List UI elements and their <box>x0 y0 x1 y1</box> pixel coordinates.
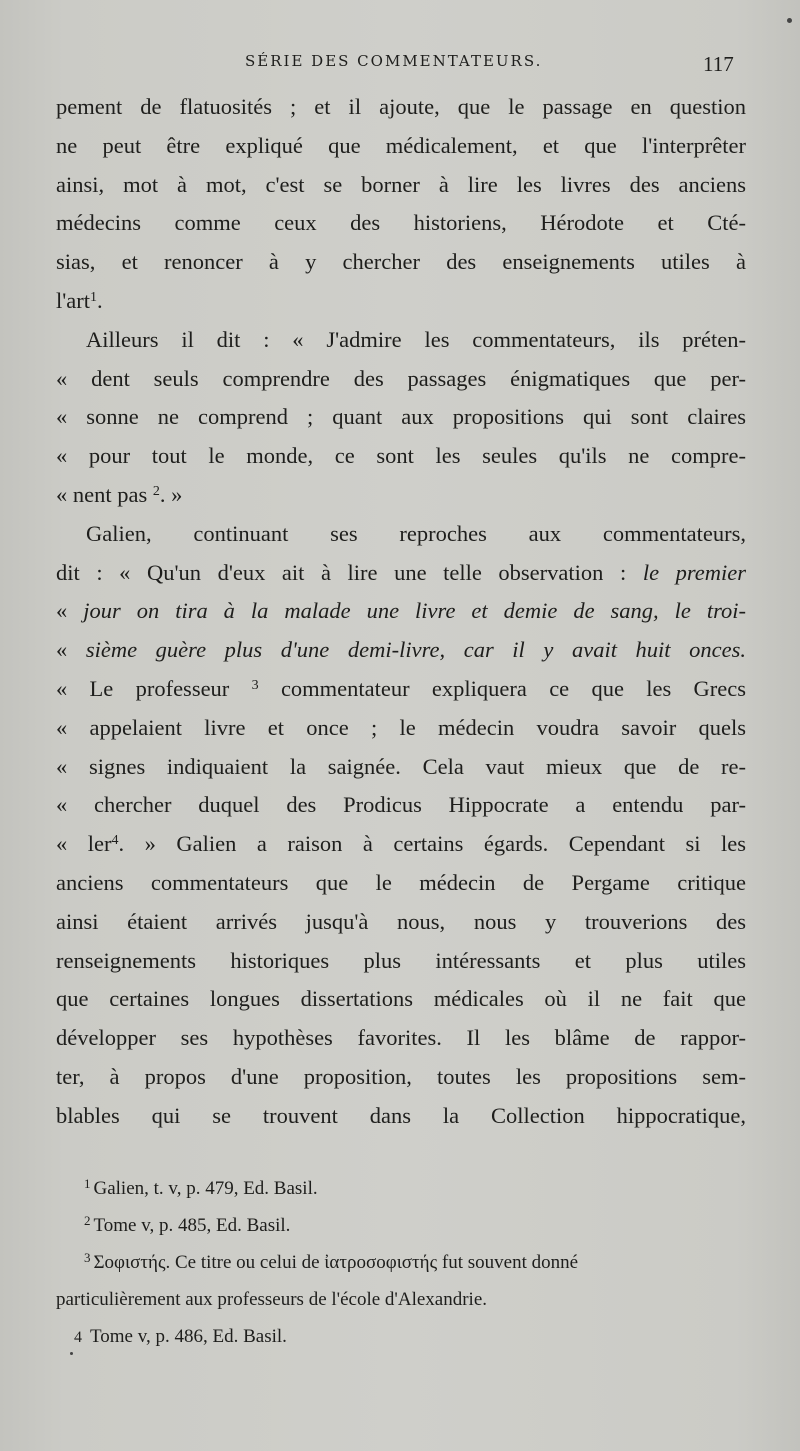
text-line <box>56 670 746 709</box>
footnote-text: Ce titre ou celui de <box>174 1252 320 1273</box>
footnotes <box>56 1170 746 1355</box>
text-line <box>56 592 746 631</box>
text-fragment: . » Galien a raison à certains égards. Cependant si les <box>118 831 746 857</box>
text-line <box>56 631 746 670</box>
footnote-reference: 4 <box>111 833 119 849</box>
text-fragment: commentateur expliquera ce que les Grecs <box>280 675 746 701</box>
text-line: « sonne ne comprend ; quant aux propositions qui sont claires <box>56 404 746 430</box>
text-line: que certaines longues dissertations médicales où il ne fait que <box>56 986 746 1012</box>
footnote-reference: 3 <box>251 677 259 693</box>
text-line: « appelaient livre et once ; le médecin voudra savoir quels <box>56 714 746 740</box>
page-number: 117 <box>703 52 734 76</box>
text-fragment: « nent pas <box>56 481 148 507</box>
text-line: blables qui se trouvent dans la Collection hippocratique, <box>56 1102 746 1128</box>
body-text <box>56 88 746 1136</box>
footnote-mark: 3 <box>84 1250 91 1265</box>
footnote-text: Galien, t. v, p. 479, Ed. Basil. <box>93 1178 318 1199</box>
text-fragment: « <box>56 637 86 663</box>
footnote-mark: 1 <box>84 1176 91 1191</box>
footnote-text: Tome v, p. 486, Ed. Basil. <box>90 1326 287 1347</box>
text-line: médecins comme ceux des historiens, Hérodote et Cté- <box>56 210 746 236</box>
text-fragment: . <box>97 287 103 313</box>
footnote-mark: 2 <box>84 1213 91 1228</box>
text-line: sias, et renoncer à y chercher des enseignements utiles à <box>56 249 746 275</box>
text-fragment: l'art <box>56 287 91 313</box>
text-line: « pour tout le monde, ce sont les seules qu'ils ne compre- <box>56 443 746 469</box>
text-line: ter, à propos d'une proposition, toutes les propositions sem- <box>56 1063 746 1089</box>
text-line: anciens commentateurs que le médecin de Pergame critique <box>56 869 746 895</box>
text-fragment: « Le professeur <box>56 675 230 701</box>
text-line: ne peut être expliqué que médicalement, et que l'interprêter <box>56 132 746 158</box>
text-fragment: « <box>56 598 84 624</box>
text-line: « signes indiquaient la saignée. Cela vaut mieux que de re- <box>56 753 746 779</box>
text-line <box>56 554 746 593</box>
text-line: pement de flatuosités ; et il ajoute, que le passage en question <box>56 94 746 119</box>
text-line: développer ses hypothèses favorites. Il les blâme de rappor- <box>56 1025 746 1051</box>
text-fragment: dit : « Qu'un d'eux ait à lire une telle observation : <box>56 559 627 585</box>
text-line <box>56 476 746 515</box>
greek-term: ἰατροσοφιστής <box>324 1252 438 1273</box>
text-line: ainsi, mot à mot, c'est se borner à lire les livres des anciens <box>56 171 746 197</box>
footnote-3 <box>56 1244 746 1281</box>
footnote-mark: 4 <box>74 1329 82 1346</box>
italic-fragment: jour on tira à la malade une livre et demie de sang, le troi- <box>83 598 746 624</box>
running-head: SÉRIE DES COMMENTATEURS. <box>245 52 543 70</box>
ink-speck <box>787 18 792 23</box>
text-line: ainsi étaient arrivés jusqu'à nous, nous y trouverions des <box>56 908 746 934</box>
footnote-2 <box>56 1207 746 1244</box>
greek-term: Σοφιστής. <box>93 1252 171 1273</box>
text-fragment: « ler <box>56 831 112 857</box>
italic-fragment: le premier <box>642 559 746 585</box>
footnote-text: fut souvent donné <box>441 1252 579 1273</box>
text-line: « dent seuls comprendre des passages énigmatiques que per- <box>56 365 746 391</box>
italic-fragment: sième guère plus d'une demi-livre, car il y avait huit onces. <box>85 637 746 663</box>
footnote-reference: 1 <box>90 289 98 305</box>
text-line: « chercher duquel des Prodicus Hippocrate a entendu par- <box>56 792 746 818</box>
text-line <box>56 825 746 864</box>
text-fragment: . » <box>159 481 183 507</box>
text-line: Galien, continuant ses reproches aux commentateurs, <box>86 520 746 546</box>
footnote-4 <box>56 1318 746 1355</box>
text-line <box>56 282 746 321</box>
footnote-text: Tome v, p. 485, Ed. Basil. <box>93 1215 291 1236</box>
text-line: renseignements historiques plus intéressants et plus utiles <box>56 947 746 973</box>
text-line: Ailleurs il dit : « J'admire les commentateurs, ils préten- <box>86 326 746 352</box>
footnote-reference: 2 <box>152 483 160 499</box>
footnote-1 <box>56 1170 746 1207</box>
footnote-3-continuation: particulièrement aux professeurs de l'école d'Alexandrie. <box>56 1289 487 1310</box>
